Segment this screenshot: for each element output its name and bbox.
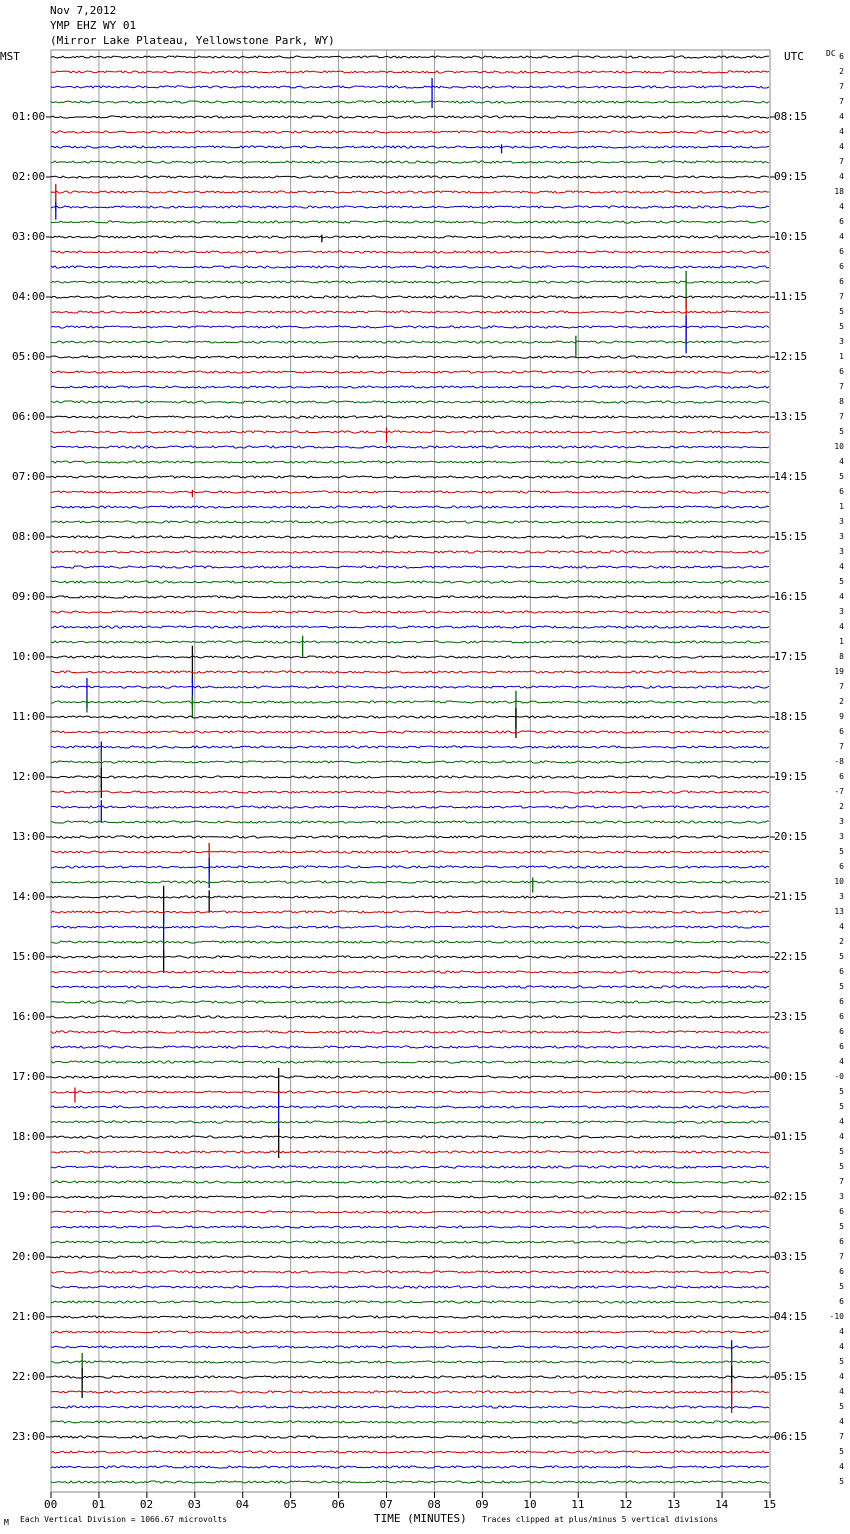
seismic-trace (51, 1136, 769, 1138)
dc-offset-value: 4 (839, 1117, 844, 1126)
dc-offset-value: 5 (839, 1477, 844, 1486)
dc-offset-value: 6 (839, 997, 844, 1006)
plot-frame (51, 50, 770, 1492)
x-tick-label: 09 (475, 1498, 489, 1511)
right-hour-label: 22:15 (774, 950, 808, 963)
left-hour-label: 18:00 (12, 1130, 46, 1143)
seismic-trace (51, 266, 769, 268)
seismic-trace (51, 641, 769, 643)
dc-offset-value: 5 (839, 1147, 844, 1156)
left-hour-label: 03:00 (12, 230, 46, 243)
corner-mark: M (4, 1518, 9, 1527)
seismic-trace (51, 581, 769, 583)
dc-offset-value: 7 (839, 82, 844, 91)
station-location: (Mirror Lake Plateau, Yellowstone Park, WY) (50, 34, 335, 47)
dc-offset-value: 3 (839, 337, 844, 346)
seismic-trace (51, 881, 769, 883)
dc-offset-value: 7 (839, 382, 844, 391)
station-code: YMP EHZ WY 01 (50, 19, 137, 32)
seismic-trace (51, 656, 769, 658)
left-hour-label: 17:00 (12, 1070, 46, 1083)
dc-offset-value: 5 (839, 1087, 844, 1096)
seismic-trace (51, 1271, 769, 1273)
seismic-trace (51, 191, 769, 193)
dc-title: DC (826, 49, 836, 58)
dc-offset-value: 4 (839, 1387, 844, 1396)
seismic-trace (51, 386, 769, 388)
dc-offset-value: 4 (839, 112, 844, 121)
right-hour-label: 06:15 (774, 1430, 808, 1443)
seismic-trace (51, 551, 769, 553)
seismic-trace (51, 1391, 769, 1393)
seismic-trace (51, 701, 769, 703)
dc-offset-value: 7 (839, 742, 844, 751)
dc-offset-value: 5 (839, 427, 844, 436)
seismic-trace (51, 731, 769, 733)
dc-offset-value: 4 (839, 202, 844, 211)
dc-offset-value: 6 (839, 367, 844, 376)
dc-offset-value: 4 (839, 562, 844, 571)
seismic-trace (51, 1241, 769, 1243)
seismic-trace (51, 101, 769, 103)
dc-offset-value: 5 (839, 322, 844, 331)
seismic-trace (51, 1046, 769, 1048)
dc-offset-value: 4 (839, 592, 844, 601)
right-hour-label: 21:15 (774, 890, 808, 903)
dc-offset-value: 5 (839, 472, 844, 481)
seismic-trace (51, 866, 769, 868)
dc-offset-value: 4 (839, 1057, 844, 1066)
right-hour-label: 10:15 (774, 230, 808, 243)
seismic-trace (51, 356, 769, 358)
right-hour-label: 15:15 (774, 530, 808, 543)
right-hour-label: 13:15 (774, 410, 808, 423)
left-axis-title: MST (0, 50, 20, 63)
left-hour-label: 22:00 (12, 1370, 46, 1383)
seismic-trace (51, 896, 769, 898)
dc-offset-value: 5 (839, 952, 844, 961)
right-hour-label: 00:15 (774, 1070, 808, 1083)
dc-offset-value: 6 (839, 1207, 844, 1216)
dc-offset-value: 4 (839, 622, 844, 631)
x-tick-label: 07 (379, 1498, 393, 1511)
seismic-trace (51, 671, 769, 673)
dc-offset-value: 8 (839, 652, 844, 661)
seismic-trace (51, 161, 769, 163)
seismic-trace (51, 1166, 769, 1168)
right-hour-label: 08:15 (774, 110, 808, 123)
seismic-trace (51, 206, 769, 208)
left-hour-label: 16:00 (12, 1010, 46, 1023)
x-tick-label: 06 (331, 1498, 345, 1511)
x-tick-label: 04 (235, 1498, 249, 1511)
seismic-trace (51, 86, 769, 88)
seismic-trace (51, 251, 769, 253)
left-hour-label: 07:00 (12, 470, 46, 483)
right-hour-label: 11:15 (774, 290, 808, 303)
seismic-trace (51, 761, 769, 763)
seismic-trace (51, 836, 769, 838)
seismic-trace (51, 281, 769, 283)
left-hour-label: 20:00 (12, 1250, 46, 1263)
dc-offset-value: 6 (839, 772, 844, 781)
x-tick-label: 00 (44, 1498, 58, 1511)
seismic-trace (51, 1211, 769, 1213)
dc-offset-value: 4 (839, 1132, 844, 1141)
left-hour-label: 14:00 (12, 890, 46, 903)
seismic-trace (51, 1226, 769, 1228)
dc-offset-value: 6 (839, 1297, 844, 1306)
seismic-trace (51, 476, 769, 478)
left-hour-label: 08:00 (12, 530, 46, 543)
seismic-trace (51, 1301, 769, 1303)
dc-offset-value: 6 (839, 487, 844, 496)
x-tick-label: 15 (763, 1498, 777, 1511)
left-hour-label: 11:00 (12, 710, 46, 723)
dc-offset-value: 7 (839, 1252, 844, 1261)
dc-offset-value: 2 (839, 802, 844, 811)
dc-offset-value: 5 (839, 1357, 844, 1366)
dc-offset-value: 19 (834, 667, 844, 676)
seismic-trace (51, 431, 769, 433)
dc-offset-value: 7 (839, 1432, 844, 1441)
seismic-trace (51, 791, 769, 793)
seismic-trace (51, 941, 769, 943)
seismic-trace (51, 596, 769, 598)
dc-offset-value: 6 (839, 967, 844, 976)
dc-offset-value: 3 (839, 547, 844, 556)
seismic-trace (51, 1376, 769, 1378)
seismic-trace (51, 1466, 769, 1468)
right-hour-label: 04:15 (774, 1310, 808, 1323)
dc-offset-value: 4 (839, 232, 844, 241)
seismic-trace (51, 1106, 769, 1108)
right-axis-title: UTC (784, 50, 804, 63)
seismic-trace (51, 851, 769, 853)
dc-offset-value: 5 (839, 1102, 844, 1111)
seismic-trace (51, 1436, 769, 1438)
seismic-trace (51, 491, 769, 493)
dc-offset-value: 6 (839, 727, 844, 736)
dc-offset-value: 6 (839, 1267, 844, 1276)
dc-offset-value: 13 (834, 907, 844, 916)
dc-offset-value: 4 (839, 172, 844, 181)
dc-offset-value: 4 (839, 457, 844, 466)
left-hour-label: 09:00 (12, 590, 46, 603)
dc-offset-value: 10 (834, 877, 844, 886)
left-hour-label: 01:00 (12, 110, 46, 123)
dc-offset-value: 7 (839, 682, 844, 691)
seismic-trace (51, 1061, 769, 1063)
right-hour-label: 09:15 (774, 170, 808, 183)
dc-offset-value: -10 (829, 1312, 844, 1321)
right-hour-label: 19:15 (774, 770, 808, 783)
seismic-trace (51, 1421, 769, 1423)
left-hour-label: 10:00 (12, 650, 46, 663)
dc-offset-value: 1 (839, 637, 844, 646)
seismic-trace (51, 461, 769, 463)
left-hour-label: 02:00 (12, 170, 46, 183)
seismic-trace (51, 821, 769, 823)
seismic-trace (51, 1181, 769, 1183)
scale-note: Each Vertical Division = 1066.67 microvolts (20, 1515, 228, 1524)
seismic-trace (51, 446, 769, 448)
left-hour-label: 12:00 (12, 770, 46, 783)
seismic-trace (51, 1196, 769, 1198)
right-hour-label: 20:15 (774, 830, 808, 843)
seismic-trace (51, 521, 769, 523)
seismic-trace (51, 1361, 769, 1363)
dc-offset-value: 7 (839, 157, 844, 166)
plot-date: Nov 7,2012 (50, 4, 117, 17)
right-hour-label: 18:15 (774, 710, 808, 723)
seismic-trace (51, 1076, 769, 1078)
seismic-trace (51, 1121, 769, 1123)
seismic-trace (51, 911, 769, 913)
dc-offset-value: 18 (834, 187, 844, 196)
seismic-trace (51, 401, 769, 403)
dc-offset-value: 5 (839, 577, 844, 586)
seismic-trace (51, 1286, 769, 1288)
seismic-trace (51, 236, 769, 238)
seismic-trace (51, 611, 769, 613)
dc-offset-value: 6 (839, 862, 844, 871)
dc-offset-value: 4 (839, 1372, 844, 1381)
dc-offset-value: 4 (839, 922, 844, 931)
x-tick-label: 14 (715, 1498, 729, 1511)
dc-offset-value: 7 (839, 97, 844, 106)
x-tick-label: 02 (139, 1498, 154, 1511)
right-hour-label: 23:15 (774, 1010, 808, 1023)
seismic-trace (51, 1451, 769, 1453)
seismic-trace (51, 626, 769, 628)
dc-offset-value: 3 (839, 1192, 844, 1201)
dc-offset-value: 5 (839, 1222, 844, 1231)
dc-offset-value: 5 (839, 1162, 844, 1171)
dc-offset-value: -8 (834, 757, 844, 766)
dc-offset-value: 2 (839, 67, 844, 76)
seismic-trace (51, 311, 769, 313)
x-axis-label: TIME (MINUTES) (374, 1512, 467, 1525)
seismic-trace (51, 566, 769, 568)
left-hour-label: 06:00 (12, 410, 46, 423)
dc-offset-value: 3 (839, 607, 844, 616)
seismic-trace (51, 686, 769, 688)
dc-offset-value: -0 (834, 1072, 844, 1081)
dc-offset-value: 4 (839, 1417, 844, 1426)
dc-offset-value: 3 (839, 892, 844, 901)
seismic-trace (51, 176, 769, 178)
dc-offset-value: 1 (839, 502, 844, 511)
seismic-trace (51, 56, 769, 58)
dc-offset-value: 2 (839, 697, 844, 706)
dc-offset-value: 4 (839, 1462, 844, 1471)
seismic-trace (51, 1151, 769, 1153)
seismic-trace (51, 536, 769, 538)
dc-offset-value: -7 (834, 787, 844, 796)
seismic-trace (51, 1481, 769, 1483)
seismic-trace (51, 746, 769, 748)
dc-offset-value: 10 (834, 442, 844, 451)
seismic-trace (51, 1406, 769, 1408)
seismic-trace (51, 1091, 769, 1093)
seismic-trace (51, 146, 769, 148)
dc-offset-value: 6 (839, 1012, 844, 1021)
dc-offset-value: 5 (839, 1447, 844, 1456)
right-hour-label: 12:15 (774, 350, 808, 363)
left-hour-label: 15:00 (12, 950, 46, 963)
x-tick-label: 13 (667, 1498, 681, 1511)
seismic-trace (51, 506, 769, 508)
seismic-trace (51, 296, 769, 298)
seismic-trace (51, 806, 769, 808)
seismic-trace (51, 371, 769, 373)
seismic-trace (51, 956, 769, 958)
left-hour-label: 04:00 (12, 290, 46, 303)
right-hour-label: 02:15 (774, 1190, 808, 1203)
dc-offset-value: 6 (839, 1237, 844, 1246)
seismic-trace (51, 1316, 769, 1318)
seismic-trace (51, 1256, 769, 1258)
seismic-trace (51, 1031, 769, 1033)
dc-offset-value: 8 (839, 397, 844, 406)
dc-offset-value: 5 (839, 982, 844, 991)
left-hour-label: 19:00 (12, 1190, 46, 1203)
dc-offset-value: 6 (839, 247, 844, 256)
seismic-trace (51, 326, 769, 328)
dc-offset-value: 6 (839, 217, 844, 226)
right-hour-label: 16:15 (774, 590, 808, 603)
seismic-trace (51, 776, 769, 778)
dc-offset-value: 1 (839, 352, 844, 361)
seismic-trace (51, 71, 769, 73)
dc-offset-value: 3 (839, 517, 844, 526)
seismic-trace (51, 341, 769, 343)
dc-offset-value: 7 (839, 412, 844, 421)
dc-offset-value: 4 (839, 1327, 844, 1336)
dc-offset-value: 4 (839, 127, 844, 136)
x-tick-label: 08 (427, 1498, 441, 1511)
seismic-trace (51, 1016, 769, 1018)
seismic-trace (51, 1001, 769, 1003)
seismic-trace (51, 116, 769, 118)
x-tick-label: 01 (91, 1498, 106, 1511)
left-hour-label: 13:00 (12, 830, 46, 843)
dc-offset-value: 5 (839, 307, 844, 316)
seismic-trace (51, 986, 769, 988)
dc-offset-value: 5 (839, 847, 844, 856)
x-tick-label: 03 (187, 1498, 202, 1511)
dc-offset-value: 6 (839, 1042, 844, 1051)
seismic-trace (51, 1346, 769, 1348)
seismic-trace (51, 221, 769, 223)
dc-offset-value: 4 (839, 1342, 844, 1351)
right-hour-label: 01:15 (774, 1130, 808, 1143)
dc-offset-value: 6 (839, 277, 844, 286)
left-hour-label: 23:00 (12, 1430, 46, 1443)
dc-offset-value: 6 (839, 262, 844, 271)
dc-offset-value: 6 (839, 52, 844, 61)
right-hour-label: 17:15 (774, 650, 808, 663)
seismic-trace (51, 926, 769, 928)
dc-offset-value: 9 (839, 712, 844, 721)
dc-offset-value: 7 (839, 1177, 844, 1186)
dc-offset-value: 3 (839, 532, 844, 541)
dc-offset-value: 7 (839, 292, 844, 301)
right-hour-label: 03:15 (774, 1250, 808, 1263)
dc-offset-value: 5 (839, 1402, 844, 1411)
seismic-trace (51, 971, 769, 973)
dc-offset-value: 6 (839, 1027, 844, 1036)
x-tick-label: 10 (523, 1498, 537, 1511)
left-hour-label: 05:00 (12, 350, 46, 363)
x-tick-label: 12 (619, 1498, 633, 1511)
dc-offset-value: 3 (839, 832, 844, 841)
dc-offset-value: 5 (839, 1282, 844, 1291)
seismic-trace (51, 131, 769, 133)
left-hour-label: 21:00 (12, 1310, 46, 1323)
x-tick-label: 05 (283, 1498, 297, 1511)
dc-offset-value: 3 (839, 817, 844, 826)
dc-offset-value: 4 (839, 142, 844, 151)
seismic-trace (51, 1331, 769, 1333)
seismic-trace (51, 416, 769, 418)
seismic-trace (51, 716, 769, 718)
right-hour-label: 05:15 (774, 1370, 808, 1383)
dc-offset-value: 2 (839, 937, 844, 946)
clip-note: Traces clipped at plus/minus 5 vertical divisions (482, 1515, 719, 1524)
x-tick-label: 11 (571, 1498, 585, 1511)
right-hour-label: 14:15 (774, 470, 808, 483)
